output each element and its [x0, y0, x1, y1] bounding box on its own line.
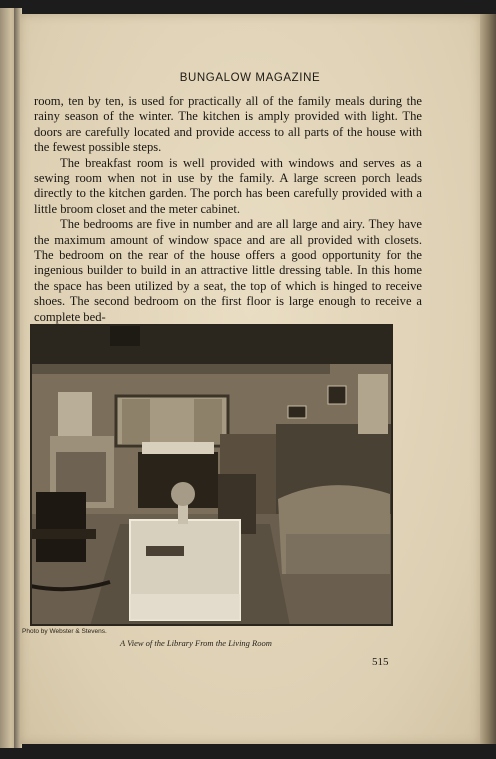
paragraph-2: The breakfast room is well provided with windows and serves as a sewing room when not in use by the family. A large screen porch leads directly to the kitchen garden. The porch has been carefully provided with a little broom closet and the meter cabinet.: [34, 155, 422, 216]
magazine-page: [20, 14, 480, 744]
photo-credit: Photo by Webster & Stevens.: [22, 628, 107, 635]
article-body: [34, 94, 422, 325]
right-page-edge: [480, 14, 496, 744]
paragraph-3: The bedrooms are five in number and are all large and airy. They have the maximum amount of window space and are all provided with closets. The bedroom on the rear of the house offers a good opportunity for the ingenious builder to build in an attractive little dressing table. In this home the space has been utilized by a seat, the top of which is hinged to receive shoes. The second bedroom on the first floor is large enough to receive a complete bed-: [34, 217, 422, 324]
page-number: 515: [372, 656, 389, 668]
photo-caption: A View of the Library From the Living Room: [120, 638, 272, 648]
paragraph-1: room, ten by ten, is used for practically all of the family meals during the rainy season of the winter. The kitchen is amply provided with light. The doors are carefully located and provide access to all parts of the house with the fewest possible steps.: [34, 94, 422, 155]
library-photograph: [30, 324, 393, 626]
running-head: BUNGALOW MAGAZINE: [179, 72, 321, 84]
